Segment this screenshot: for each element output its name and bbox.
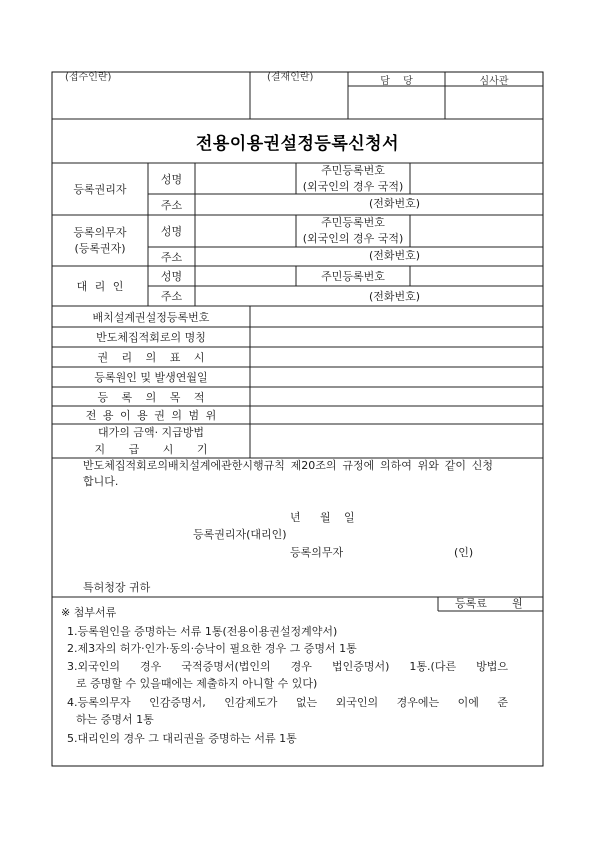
declaration-text: 반도체집적회로의배치설계에관한시행규칙 제20조의 규정에 의하여 위와 같이 신청 bbox=[83, 459, 493, 472]
attachment-item: 3.외국인의 경우 국적증명서(법인의 경우 법인증명서) 1통.(다른 방법으 bbox=[67, 660, 508, 673]
agent-id-label: 주민등록번호 bbox=[321, 270, 385, 283]
holder-role-label: 등록권리자 bbox=[73, 183, 127, 196]
cause-date-label: 등록원인 및 발생연월일 bbox=[94, 371, 208, 384]
nationality-note: (외국인의 경우 국적) bbox=[302, 232, 404, 245]
date-year-label: 년 bbox=[290, 511, 301, 524]
addressee-label: 특허청장 귀하 bbox=[83, 581, 151, 594]
holder-name-label: 성명 bbox=[160, 172, 183, 186]
license-scope-label: 전 용 이 용 권 의 범 위 bbox=[85, 409, 217, 422]
agent-phone-label: (전화번호) bbox=[369, 290, 421, 303]
consideration-method-label: 대가의 금액· 지급방법 bbox=[97, 426, 205, 439]
circuit-name-label: 반도체집적회로의 명칭 bbox=[96, 331, 206, 344]
registration-number-label: 배치설계권설정등록번호 bbox=[92, 310, 210, 324]
obligor-role-note: (등록권자) bbox=[74, 241, 126, 255]
holder-address-label: 주소 bbox=[160, 198, 183, 212]
obligor-signature-label: 등록의무자 bbox=[290, 546, 344, 559]
purpose-label: 등 록 의 목 적 bbox=[97, 390, 205, 404]
declaration-text-end: 합니다. bbox=[83, 475, 119, 488]
attachment-item: 4.등록의무자 인감증명서, 인감제도가 없는 외국인의 경우에는 이에 준 bbox=[67, 696, 508, 709]
attachments-heading: ※ 첨부서류 bbox=[61, 606, 117, 619]
holder-signature-label: 등록권리자(대리인) bbox=[193, 528, 287, 541]
attachment-item: 1.등록원인을 증명하는 서류 1통(전용이용권설정계약서) bbox=[67, 625, 338, 638]
obligor-role: 등록의무자 bbox=[73, 225, 127, 239]
receipt-stamp-label: (접수인란) bbox=[65, 72, 112, 83]
page-title: 전용이용권설정등록신청서 bbox=[195, 133, 400, 154]
fee-label: 등록료 bbox=[455, 597, 487, 610]
holder-id-label bbox=[296, 163, 410, 194]
attachment-item: 5.대리인의 경우 그 대리권을 증명하는 서류 1통 bbox=[67, 732, 297, 745]
attachment-item: 2.제3자의 허가·인가·동의·승낙이 필요한 경우 그 증명서 1통 bbox=[67, 642, 357, 655]
officer-label: 담 당 bbox=[380, 75, 413, 87]
holder-phone-label: (전화번호) bbox=[369, 197, 421, 210]
fee-unit: 원 bbox=[512, 597, 523, 610]
payment-time-label: 지 급 시 기 bbox=[94, 443, 208, 456]
obligor-phone-label: (전화번호) bbox=[369, 249, 421, 262]
date-month-label: 월 bbox=[320, 511, 331, 524]
agent-name-label: 성명 bbox=[160, 270, 183, 283]
obligor-name-label: 성명 bbox=[160, 225, 183, 238]
attachment-item-continued: 로 증명할 수 있을때에는 제출하지 아니할 수 있다) bbox=[76, 677, 318, 690]
nationality-note: (외국인의 경우 국적) bbox=[302, 179, 404, 193]
id-number-label: 주민등록번호 bbox=[321, 216, 385, 229]
approval-stamp-label: (결재인란) bbox=[267, 72, 314, 83]
date-day-label: 일 bbox=[344, 511, 355, 524]
id-number-label: 주민등록번호 bbox=[321, 163, 385, 177]
agent-role-label: 대 리 인 bbox=[76, 280, 124, 293]
obligor-role-label bbox=[52, 215, 148, 266]
right-indication-label: 권 리 의 표 시 bbox=[97, 351, 205, 364]
obligor-id-label bbox=[296, 215, 410, 247]
attachment-item-continued: 하는 증명서 1통 bbox=[76, 713, 154, 726]
agent-address-label: 주소 bbox=[160, 290, 183, 303]
seal-label: (인) bbox=[454, 546, 474, 559]
consideration-label bbox=[52, 424, 250, 458]
obligor-address-label: 주소 bbox=[160, 250, 183, 264]
examiner-label: 심사관 bbox=[479, 75, 509, 87]
